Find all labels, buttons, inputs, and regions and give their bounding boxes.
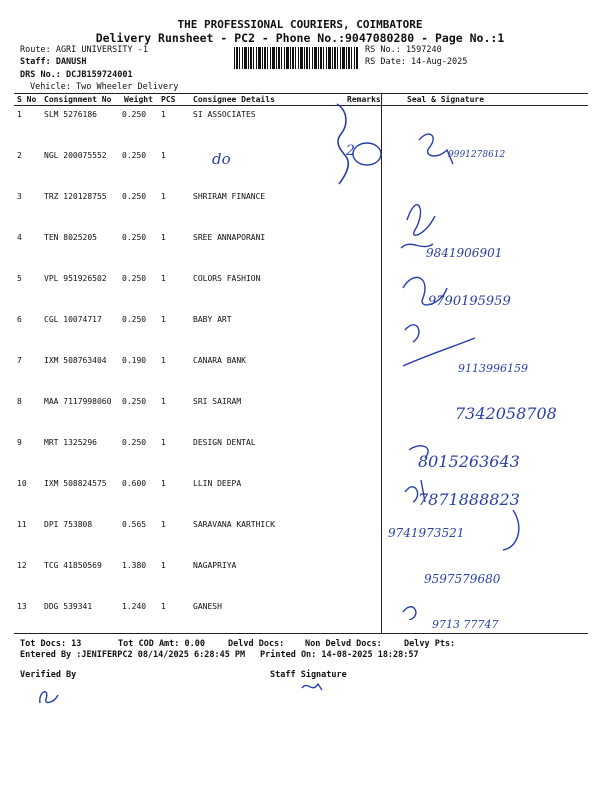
- row-10-consignment: IXM 508824575: [44, 479, 107, 488]
- row-2-sno: 2: [17, 151, 22, 160]
- row-9-weight: 0.250: [122, 438, 147, 447]
- total-cod: Tot COD Amt: 0.00: [118, 639, 205, 649]
- row-13-consignment: DDG 539341: [44, 602, 93, 611]
- row-3-consignment: TRZ 120128755: [44, 192, 107, 201]
- table-bottom-rule: [14, 633, 588, 634]
- row-6-consignee: BABY ART: [193, 315, 232, 324]
- row-8-pcs: 1: [161, 397, 166, 406]
- row-12-consignee: NAGAPRIYA: [193, 561, 237, 570]
- col-header-consignee: Consignee Details: [193, 95, 275, 104]
- table-top-rule: [14, 93, 588, 94]
- row-12-phone: 9597579680: [424, 572, 501, 586]
- printed-on: Printed On: 14-08-2025 18:28:57: [260, 650, 419, 660]
- row-2-weight: 0.250: [122, 151, 147, 160]
- row-4-consignment: TEN 8025205: [44, 233, 97, 242]
- vehicle-label: Vehicle: Two Wheeler Delivery: [30, 82, 179, 92]
- row-6-weight: 0.250: [122, 315, 147, 324]
- row-1-phone: 9991278612: [448, 150, 506, 160]
- col-header-signature: Seal & Signature: [407, 95, 485, 104]
- row-5-phone: 9790195959: [428, 294, 511, 309]
- row-11-consignee: SARAVANA KARTHICK: [193, 520, 275, 529]
- row-3-consignee: SHRIRAM FINANCE: [193, 192, 266, 201]
- row-9-sno: 9: [17, 438, 22, 447]
- row-2-consignment: NGL 200075552: [44, 151, 107, 160]
- row-12-sno: 12: [17, 561, 27, 570]
- drs-number: DRS No.: DCJB159724001: [20, 70, 133, 80]
- row-10-sno: 10: [17, 479, 27, 488]
- col-header-pcs: PCS: [161, 95, 176, 104]
- row-13-pcs: 1: [161, 602, 166, 611]
- row-4-pcs: 1: [161, 233, 166, 242]
- row-8-consignment: MAA 7117998060: [44, 397, 112, 406]
- row-13-sno: 13: [17, 602, 27, 611]
- row-7-consignee: CANARA BANK: [193, 356, 246, 365]
- row-4-consignee: SREE ANNAPORANI: [193, 233, 266, 242]
- col-header-sno: S No: [17, 95, 37, 104]
- row-5-weight: 0.250: [122, 274, 147, 283]
- row-5-sno: 5: [17, 274, 22, 283]
- row-3-sno: 3: [17, 192, 22, 201]
- row-11-phone: 9741973521: [388, 526, 465, 540]
- non-delivered-docs: Non Delvd Docs:: [305, 639, 382, 649]
- row-6-consignment: CGL 10074717: [44, 315, 102, 324]
- row-11-sno: 11: [17, 520, 27, 529]
- row-2-pcs: 1: [161, 151, 166, 160]
- row-5-consignee: COLORS FASHION: [193, 274, 261, 283]
- row-10-phone: 7871888823: [418, 490, 520, 509]
- verified-by-label: Verified By: [20, 670, 77, 680]
- row-6-sno: 6: [17, 315, 22, 324]
- row-11-pcs: 1: [161, 520, 166, 529]
- row-10-consignee: LLIN DEEPA: [193, 479, 242, 488]
- verifier-signature: [30, 683, 70, 709]
- row-7-weight: 0.190: [122, 356, 147, 365]
- delivered-docs: Delvd Docs:: [228, 639, 285, 649]
- row-12-pcs: 1: [161, 561, 166, 570]
- row-2-consignee-handwritten: do: [212, 150, 231, 168]
- row-11-weight: 0.565: [122, 520, 147, 529]
- row-4-weight: 0.250: [122, 233, 147, 242]
- row-3-weight: 0.250: [122, 192, 147, 201]
- remark-circled-number: 2: [346, 143, 355, 159]
- row-13-phone: 9713 77747: [432, 618, 499, 631]
- row-12-consignment: TCG 41850569: [44, 561, 102, 570]
- row-9-phone: 8015263643: [418, 452, 520, 471]
- col-header-consignment: Consignment No: [44, 95, 112, 104]
- row-13-consignee: GANESH: [193, 602, 222, 611]
- row-7-pcs: 1: [161, 356, 166, 365]
- col-header-weight: Weight: [124, 95, 153, 104]
- row-8-weight: 0.250: [122, 397, 147, 406]
- rs-date: RS Date: 14-Aug-2025: [365, 57, 468, 67]
- row-6-pcs: 1: [161, 315, 166, 324]
- row-7-consignment: IXM 508763404: [44, 356, 107, 365]
- row-10-pcs: 1: [161, 479, 166, 488]
- row-8-consignee: SRI SAIRAM: [193, 397, 242, 406]
- total-docs: Tot Docs: 13: [20, 639, 82, 649]
- row-1-consignee: SI ASSOCIATES: [193, 110, 256, 119]
- row-8-sno: 8: [17, 397, 22, 406]
- row-5-pcs: 1: [161, 274, 166, 283]
- remarks-bracket-mark: [325, 100, 385, 190]
- row-1-pcs: 1: [161, 110, 166, 119]
- delivery-points: Delvy Pts:: [404, 639, 456, 649]
- row-11-consignment: DPI 753808: [44, 520, 93, 529]
- barcode: [234, 47, 358, 69]
- row-5-consignment: VPL 951926502: [44, 274, 107, 283]
- staff-signature-label: Staff Signature: [270, 670, 347, 680]
- row-13-weight: 1.240: [122, 602, 147, 611]
- runsheet-subtitle: Delivery Runsheet - PC2 - Phone No.:9047080280 - Page No.:1: [95, 31, 505, 45]
- row-9-consignee: DESIGN DENTAL: [193, 438, 256, 447]
- row-1-sno: 1: [17, 110, 22, 119]
- staff-label: Staff: DANUSH: [20, 57, 87, 67]
- route-label: Route: AGRI UNIVERSITY -1: [20, 45, 148, 55]
- row-12-weight: 1.380: [122, 561, 147, 570]
- row-3-pcs: 1: [161, 192, 166, 201]
- row-8-phone: 7342058708: [455, 404, 557, 423]
- row-1-weight: 0.250: [122, 110, 147, 119]
- entered-by: Entered By :JENIFERPC2 08/14/2025 6:28:45 PM: [20, 650, 246, 660]
- row-9-consignment: MRT 1325296: [44, 438, 97, 447]
- row-4-phone: 9841906901: [426, 246, 503, 260]
- row-9-pcs: 1: [161, 438, 166, 447]
- company-title: THE PROFESSIONAL COURIERS, COIMBATORE: [177, 18, 423, 31]
- staff-signature-mark: [298, 678, 328, 696]
- rs-number: RS No.: 1597240: [365, 45, 442, 55]
- col-header-remarks: Remarks: [347, 95, 381, 104]
- row-7-sno: 7: [17, 356, 22, 365]
- table-header-rule: [14, 105, 588, 106]
- row-7-phone: 9113996159: [458, 362, 528, 375]
- row-4-sno: 4: [17, 233, 22, 242]
- row-10-weight: 0.600: [122, 479, 147, 488]
- row-1-consignment: SLM 5276186: [44, 110, 97, 119]
